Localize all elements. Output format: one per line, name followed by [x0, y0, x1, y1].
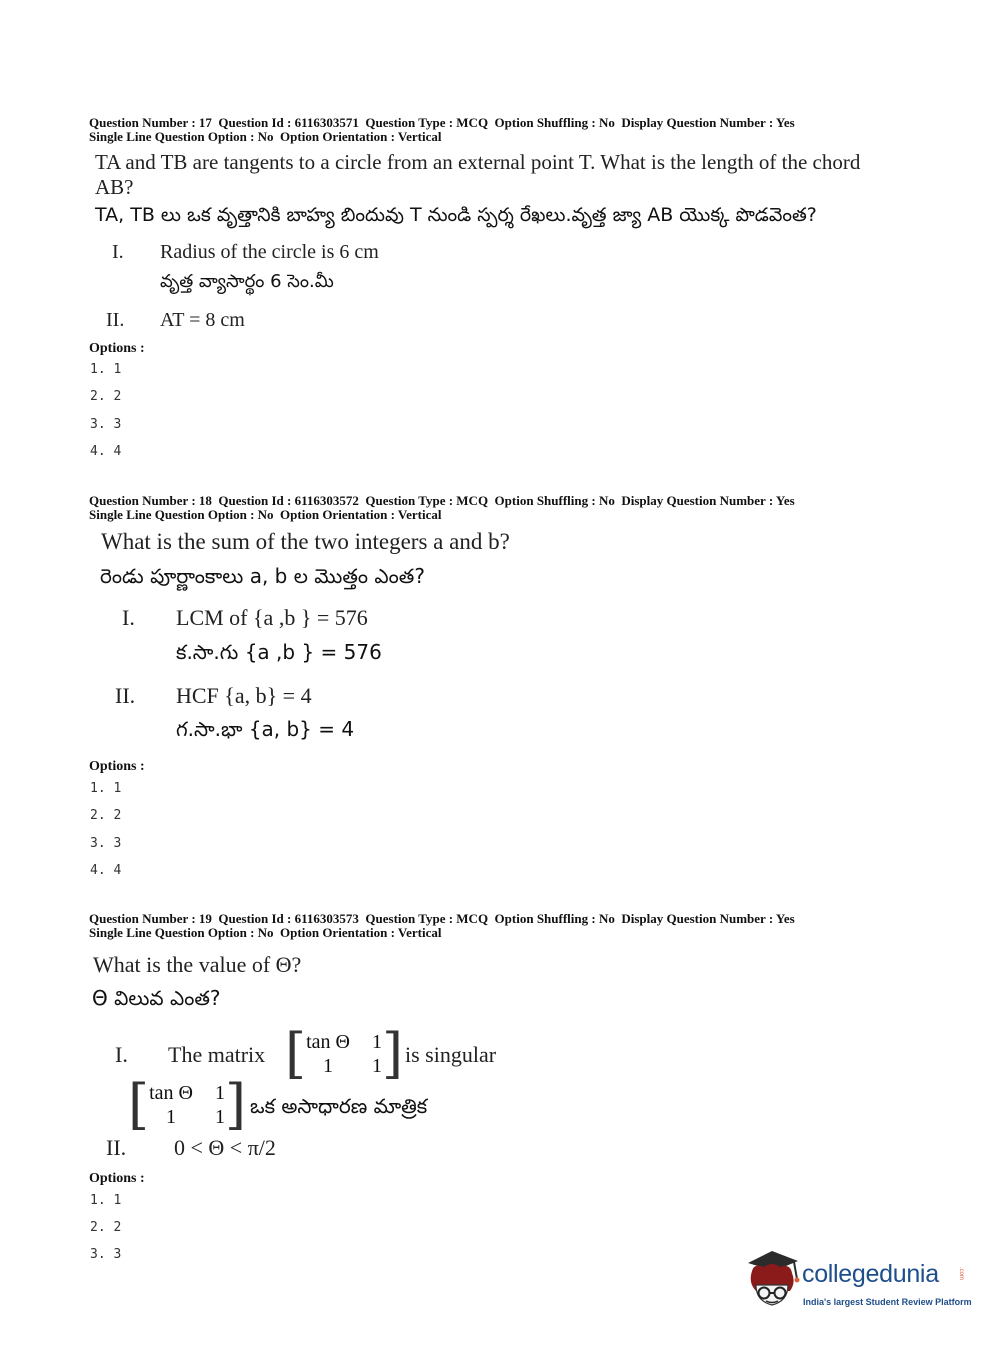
- collegedunia-logo[interactable]: [742, 1249, 972, 1319]
- question-18-statement-1-number: I.: [122, 605, 135, 630]
- matrix-te-cell-1-2: 1: [214, 1082, 225, 1104]
- question-18-statement-2-en: HCF {a, b} = 4: [176, 683, 312, 708]
- question-19-statement-1-number: I.: [115, 1042, 128, 1067]
- question-18-option-2[interactable]: 2. 2: [90, 808, 122, 823]
- question-18-options-label: Options :: [89, 759, 145, 774]
- question-18-option-1[interactable]: 1. 1: [90, 781, 122, 796]
- question-18-stem-te: రెండు పూర్ణాంకాలు a, b ల మొత్తం ఎంత?: [100, 564, 425, 588]
- question-18-meta-line2: Single Line Question Option : No Option Orientation : Vertical: [89, 507, 442, 522]
- question-17-stem-en-line1: TA and TB are tangents to a circle from an external point T. What is the length of the chord: [95, 150, 861, 174]
- question-19-meta-line2: Single Line Question Option : No Option Orientation : Vertical: [89, 925, 442, 940]
- question-18-statement-1-te: క.సా.గు {a ,b } = 576: [176, 640, 382, 664]
- question-19-statement-1-post: is singular: [405, 1042, 497, 1067]
- question-18-stem-en: What is the sum of the two integers a and b?: [101, 529, 510, 554]
- matrix-cell-1-2: 1: [371, 1031, 382, 1053]
- question-19-statement-1-pre: The matrix: [168, 1042, 266, 1067]
- matrix-te-right-bracket: ]: [224, 1073, 247, 1136]
- matrix-te-cell-2-1: 1: [166, 1106, 177, 1128]
- matrix-te-cell-1-1: tan Θ: [149, 1082, 193, 1104]
- question-19-options-label: Options :: [89, 1171, 145, 1186]
- question-17-meta-line1: Question Number : 17 Question Id : 6116303571 Question Type : MCQ Option Shuffling : No Display Question Number : Yes: [89, 115, 795, 130]
- question-17-option-1[interactable]: 1. 1: [90, 362, 122, 377]
- question-18-option-4[interactable]: 4. 4: [90, 863, 122, 878]
- logo-wordmark: collegedunia: [802, 1260, 939, 1288]
- question-17-option-3[interactable]: 3. 3: [90, 417, 122, 432]
- logo-tagline: India's largest Student Review Platform: [803, 1297, 972, 1307]
- matrix-te-grid: [149, 1081, 225, 1129]
- matrix-left-bracket: [: [285, 1022, 307, 1085]
- question-17-options-label: Options :: [89, 341, 145, 356]
- matrix-right-bracket: ]: [381, 1022, 404, 1085]
- matrix-grid: [306, 1030, 382, 1078]
- matrix-cell-2-2: 1: [371, 1055, 382, 1077]
- question-19-statement-2-number: II.: [106, 1135, 127, 1160]
- question-19-option-2[interactable]: 2. 2: [90, 1220, 122, 1235]
- question-17-statement-1-te: వృత్త వ్యాసార్థం 6 సెం.మీ: [160, 271, 334, 292]
- matrix-te-cell-2-2: 1: [214, 1106, 225, 1128]
- mascot-icon: [742, 1249, 804, 1319]
- question-19-stem-te: Θ విలువ ఎంత?: [92, 986, 221, 1010]
- question-17-meta-line2: Single Line Question Option : No Option Orientation : Vertical: [89, 129, 442, 144]
- matrix-cell-2-1: 1: [323, 1055, 334, 1077]
- question-18-statement-2-te: గ.సా.భా {a, b} = 4: [176, 717, 355, 741]
- question-17-stem-te: TA, TB లు ఒక వృత్తానికి బాహ్య బిందువు T నుండి స్పర్శ రేఖలు.వృత్త జ్యా AB యొక్క పొడవెంత?: [95, 204, 817, 226]
- question-18-meta-line1: Question Number : 18 Question Id : 6116303572 Question Type : MCQ Option Shuffling : No Display Question Number : Yes: [89, 493, 795, 508]
- question-17-stem-en-line2: AB?: [95, 175, 134, 199]
- matrix-cell-1-1: tan Θ: [306, 1031, 350, 1053]
- question-17-statement-1-en: Radius of the circle is 6 cm: [160, 241, 379, 263]
- question-18-statement-1-en: LCM of {a ,b } = 576: [176, 605, 368, 630]
- question-17-statement-1-number: I.: [112, 241, 124, 263]
- question-19-stem-en: What is the value of Θ?: [93, 952, 302, 977]
- matrix-te-left-bracket: [: [128, 1073, 150, 1136]
- question-17-statement-2-number: II.: [106, 309, 125, 331]
- logo-com-suffix: .com: [958, 1267, 964, 1281]
- question-18-option-3[interactable]: 3. 3: [90, 836, 122, 851]
- question-19-statement-1-te: ఒక అసాధారణ మాత్రిక: [250, 1094, 428, 1118]
- question-19-option-1[interactable]: 1. 1: [90, 1193, 122, 1208]
- question-19-matrix-te: [128, 1073, 247, 1136]
- question-19-statement-2-en: 0 < Θ < π/2: [174, 1135, 276, 1160]
- question-19-matrix: [285, 1022, 404, 1085]
- question-18-statement-2-number: II.: [115, 683, 136, 708]
- question-17-option-4[interactable]: 4. 4: [90, 444, 122, 459]
- question-17-statement-2-en: AT = 8 cm: [160, 309, 245, 331]
- question-17-option-2[interactable]: 2. 2: [90, 389, 122, 404]
- question-19-option-3[interactable]: 3. 3: [90, 1247, 122, 1262]
- question-19-meta-line1: Question Number : 19 Question Id : 6116303573 Question Type : MCQ Option Shuffling : No Display Question Number : Yes: [89, 911, 795, 926]
